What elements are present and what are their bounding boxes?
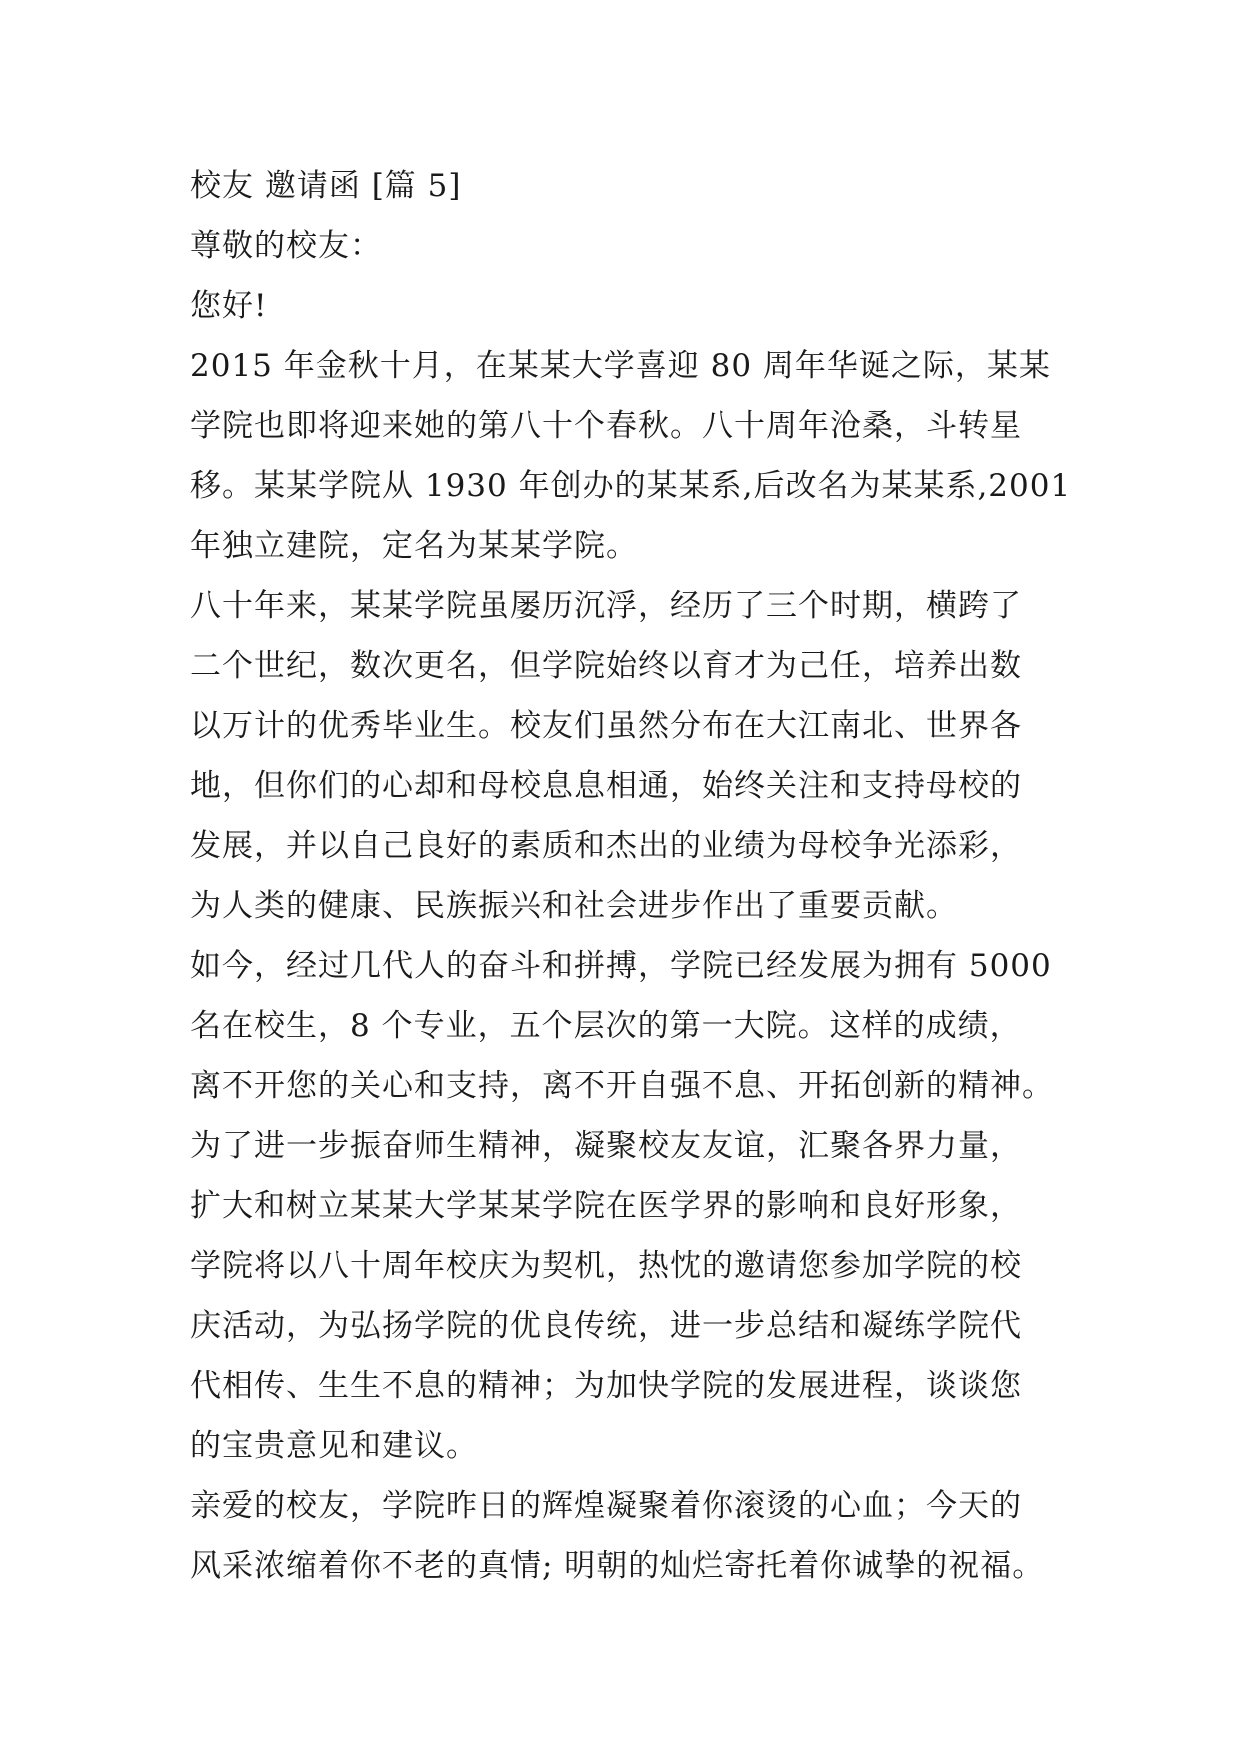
body-line: 离不开您的关心和支持，离不开自强不息、开拓创新的精神。 (190, 1068, 1054, 1104)
body-line: 名在校生，8 个专业，五个层次的第一大院。这样的成绩， (190, 1008, 1022, 1044)
body-line: 八十年来，某某学院虽屡历沉浮，经历了三个时期，横跨了 (190, 588, 1022, 624)
body-line: 发展，并以自己良好的素质和杰出的业绩为母校争光添彩， (190, 828, 1022, 864)
body-line: 风采浓缩着你不老的真情; 明朝的灿烂寄托着你诚挚的祝福。 (190, 1548, 1045, 1584)
body-line: 如今，经过几代人的奋斗和拼搏，学院已经发展为拥有 5000 (190, 948, 1052, 984)
body-line: 移。某某学院从 1930 年创办的某某系,后改名为某某系,2001 (190, 468, 1072, 504)
body-line: 扩大和树立某某大学某某学院在医学界的影响和良好形象， (190, 1188, 1022, 1224)
document-title: 校友 邀请函 [篇 5] (190, 168, 462, 204)
body-line: 庆活动，为弘扬学院的优良传统，进一步总结和凝练学院代 (190, 1308, 1022, 1344)
body-line: 亲爱的校友，学院昨日的辉煌凝聚着你滚烫的心血；今天的 (190, 1488, 1022, 1524)
body-line: 年独立建院，定名为某某学院。 (190, 528, 638, 564)
body-line: 代相传、生生不息的精神；为加快学院的发展进程，谈谈您 (190, 1368, 1022, 1404)
body-line: 地，但你们的心却和母校息息相通，始终关注和支持母校的 (190, 768, 1022, 804)
body-line: 的宝贵意见和建议。 (190, 1428, 478, 1464)
greeting: 您好! (190, 288, 268, 324)
body-line: 为人类的健康、民族振兴和社会进步作出了重要贡献。 (190, 888, 958, 924)
body-line: 为了进一步振奋师生精神，凝聚校友友谊，汇聚各界力量， (190, 1128, 1022, 1164)
body-line: 学院也即将迎来她的第八十个春秋。八十周年沧桑，斗转星 (190, 408, 1022, 444)
body-line: 学院将以八十周年校庆为契机，热忱的邀请您参加学院的校 (190, 1248, 1022, 1284)
body-line: 以万计的优秀毕业生。校友们虽然分布在大江南北、世界各 (190, 708, 1022, 744)
body-line: 2015 年金秋十月，在某某大学喜迎 80 周年华诞之际，某某 (190, 348, 1051, 384)
body-line: 二个世纪，数次更名，但学院始终以育才为己任，培养出数 (190, 648, 1022, 684)
salutation: 尊敬的校友： (190, 228, 382, 264)
